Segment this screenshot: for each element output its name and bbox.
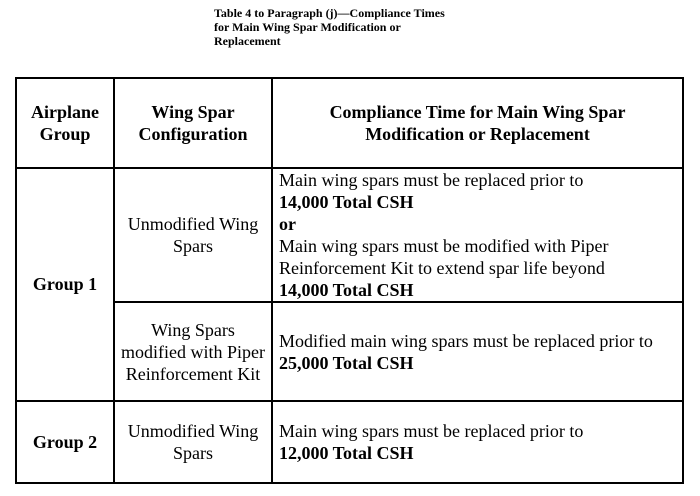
compliance-cell: Main wing spars must be replaced prior to 12,000 Total CSH	[272, 401, 683, 483]
config-unmodified-cell: Unmodified Wing Spars	[114, 168, 272, 302]
config-unmodified-cell: Unmodified Wing Spars	[114, 401, 272, 483]
compliance-table	[15, 77, 684, 484]
table-header-row	[16, 78, 683, 168]
group-1-cell: Group 1	[16, 168, 114, 401]
compliance-cell: Main wing spars must be replaced prior to 14,000 Total CSH or Main wing spars must be modified with Piper Reinforcement Kit to extend spar life beyond 14,000 Total CSH	[272, 168, 683, 302]
caption-line: Replacement	[214, 34, 281, 48]
caption-line: Table 4 to Paragraph (j)—Compliance Times	[214, 6, 445, 20]
table-row	[16, 302, 683, 401]
header-wing-spar-configuration: Wing Spar Configuration	[114, 78, 272, 168]
group-2-cell: Group 2	[16, 401, 114, 483]
table-row	[16, 168, 683, 302]
header-compliance-time: Compliance Time for Main Wing Spar Modification or Replacement	[272, 78, 683, 168]
config-modified-cell: Wing Spars modified with Piper Reinforcement Kit	[114, 302, 272, 401]
caption-line: for Main Wing Spar Modification or	[214, 20, 401, 34]
header-airplane-group: Airplane Group	[16, 78, 114, 168]
compliance-cell: Modified main wing spars must be replaced prior to 25,000 Total CSH	[272, 302, 683, 401]
table-row	[16, 401, 683, 483]
table-caption	[214, 6, 534, 48]
